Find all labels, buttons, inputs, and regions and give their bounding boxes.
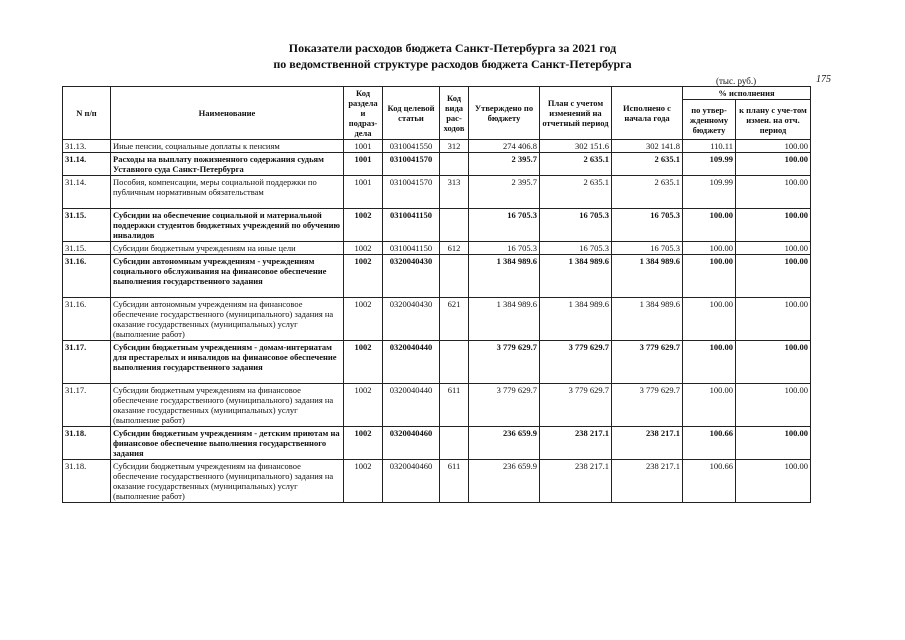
cell-num: 31.18. xyxy=(63,427,111,460)
cell-section-code: 1002 xyxy=(344,341,383,384)
table-row xyxy=(63,427,811,460)
page-number: 175 xyxy=(816,74,831,85)
table-row xyxy=(63,242,811,255)
cell-plan: 238 217.1 xyxy=(540,427,612,460)
col-header-plan: План с учетом изменений на отчетный период xyxy=(540,87,612,140)
cell-kind-code xyxy=(440,341,469,384)
cell-approved: 16 705.3 xyxy=(469,242,540,255)
cell-executed: 238 217.1 xyxy=(612,427,683,460)
cell-name: Иные пенсии, социальные доплаты к пенсиям xyxy=(111,140,344,153)
units-label: (тыс. руб.) xyxy=(716,76,757,86)
cell-kind-code xyxy=(440,255,469,298)
cell-plan: 2 635.1 xyxy=(540,153,612,176)
col-header-executed: Исполнено с начала года xyxy=(612,87,683,140)
cell-kind-code: 313 xyxy=(440,176,469,209)
cell-section-code: 1002 xyxy=(344,384,383,427)
cell-executed: 3 779 629.7 xyxy=(612,384,683,427)
table-row xyxy=(63,140,811,153)
cell-section-code: 1002 xyxy=(344,242,383,255)
table-row xyxy=(63,298,811,341)
cell-approved: 3 779 629.7 xyxy=(469,341,540,384)
cell-num: 31.18. xyxy=(63,460,111,503)
cell-executed: 2 635.1 xyxy=(612,153,683,176)
cell-section-code: 1002 xyxy=(344,298,383,341)
cell-section-code: 1001 xyxy=(344,140,383,153)
cell-name: Пособия, компенсации, меры социальной поддержки по публичным нормативным обязательствам xyxy=(111,176,344,209)
cell-target-code: 0310041550 xyxy=(383,140,440,153)
page-title-line-1: Показатели расходов бюджета Санкт-Петербурга за 2021 год xyxy=(288,41,617,55)
cell-plan: 1 384 989.6 xyxy=(540,255,612,298)
cell-plan: 16 705.3 xyxy=(540,209,612,242)
col-header-target: Код целевой статьи xyxy=(383,87,440,140)
cell-pct-approved: 109.99 xyxy=(683,153,736,176)
cell-target-code: 0310041570 xyxy=(383,176,440,209)
cell-pct-approved: 100.66 xyxy=(683,427,736,460)
cell-approved: 2 395.7 xyxy=(469,153,540,176)
cell-num: 31.14. xyxy=(63,176,111,209)
table-header xyxy=(63,87,811,140)
cell-pct-plan: 100.00 xyxy=(736,153,811,176)
cell-section-code: 1001 xyxy=(344,153,383,176)
cell-pct-plan: 100.00 xyxy=(736,242,811,255)
cell-target-code: 0320040430 xyxy=(383,255,440,298)
cell-section-code: 1001 xyxy=(344,176,383,209)
cell-approved: 1 384 989.6 xyxy=(469,255,540,298)
col-header-pct-approved: по утвер-жденному бюджету xyxy=(683,100,736,140)
cell-target-code: 0320040440 xyxy=(383,341,440,384)
cell-pct-plan: 100.00 xyxy=(736,209,811,242)
cell-pct-approved: 100.00 xyxy=(683,384,736,427)
cell-pct-approved: 100.00 xyxy=(683,209,736,242)
cell-num: 31.15. xyxy=(63,209,111,242)
cell-name: Субсидии бюджетным учреждениям на финансовое обеспечение государственного (муниципального) задания на оказание государственных (муниципальных) услуг (выполнение работ) xyxy=(111,384,344,427)
cell-pct-approved: 100.66 xyxy=(683,460,736,503)
cell-num: 31.14. xyxy=(63,153,111,176)
table-body xyxy=(63,140,811,503)
cell-pct-approved: 109.99 xyxy=(683,176,736,209)
cell-target-code: 0310041570 xyxy=(383,153,440,176)
cell-name: Субсидии на обеспечение социальной и материальной поддержки студентов бюджетных учреждений по обучению инвалидов xyxy=(111,209,344,242)
cell-num: 31.13. xyxy=(63,140,111,153)
cell-executed: 1 384 989.6 xyxy=(612,298,683,341)
cell-executed: 16 705.3 xyxy=(612,242,683,255)
table-row xyxy=(63,176,811,209)
cell-section-code: 1002 xyxy=(344,460,383,503)
col-header-num: N п/п xyxy=(63,87,111,140)
cell-plan: 3 779 629.7 xyxy=(540,341,612,384)
cell-target-code: 0320040430 xyxy=(383,298,440,341)
cell-kind-code xyxy=(440,209,469,242)
cell-kind-code xyxy=(440,427,469,460)
cell-section-code: 1002 xyxy=(344,209,383,242)
cell-pct-plan: 100.00 xyxy=(736,140,811,153)
cell-plan: 2 635.1 xyxy=(540,176,612,209)
cell-pct-approved: 100.00 xyxy=(683,242,736,255)
cell-num: 31.16. xyxy=(63,298,111,341)
cell-approved: 1 384 989.6 xyxy=(469,298,540,341)
cell-target-code: 0320040440 xyxy=(383,384,440,427)
cell-name: Субсидии автономным учреждениям на финансовое обеспечение государственного (муниципального) задания на оказание государственных (муниципальных) услуг (выполнение работ) xyxy=(111,298,344,341)
col-header-kind: Код вида рас-ходов xyxy=(440,87,469,140)
cell-approved: 2 395.7 xyxy=(469,176,540,209)
cell-pct-plan: 100.00 xyxy=(736,341,811,384)
cell-name: Расходы на выплату пожизненного содержания судьям Уставного суда Санкт-Петербурга xyxy=(111,153,344,176)
col-header-pct-group: % исполнения xyxy=(683,87,811,100)
cell-target-code: 0310041150 xyxy=(383,242,440,255)
cell-plan: 238 217.1 xyxy=(540,460,612,503)
page-title-line-2: по ведомственной структуре расходов бюджета Санкт-Петербурга xyxy=(273,57,632,71)
cell-section-code: 1002 xyxy=(344,255,383,298)
cell-target-code: 0320040460 xyxy=(383,460,440,503)
cell-section-code: 1002 xyxy=(344,427,383,460)
col-header-name: Наименование xyxy=(111,87,344,140)
cell-pct-plan: 100.00 xyxy=(736,427,811,460)
cell-pct-plan: 100.00 xyxy=(736,460,811,503)
cell-kind-code: 312 xyxy=(440,140,469,153)
cell-approved: 3 779 629.7 xyxy=(469,384,540,427)
cell-kind-code: 621 xyxy=(440,298,469,341)
cell-pct-plan: 100.00 xyxy=(736,255,811,298)
cell-num: 31.17. xyxy=(63,341,111,384)
col-header-section: Код раздела и подраз-дела xyxy=(344,87,383,140)
cell-approved: 274 406.8 xyxy=(469,140,540,153)
cell-name: Субсидии бюджетным учреждениям на иные цели xyxy=(111,242,344,255)
table-row xyxy=(63,153,811,176)
cell-plan: 16 705.3 xyxy=(540,242,612,255)
cell-approved: 236 659.9 xyxy=(469,427,540,460)
table-row xyxy=(63,255,811,298)
table-row xyxy=(63,341,811,384)
cell-approved: 236 659.9 xyxy=(469,460,540,503)
table-row xyxy=(63,460,811,503)
cell-name: Субсидии бюджетным учреждениям - домам-интернатам для престарелых и инвалидов на финансовое обеспечение выполнения государственного задания xyxy=(111,341,344,384)
cell-pct-approved: 100.00 xyxy=(683,341,736,384)
cell-pct-plan: 100.00 xyxy=(736,176,811,209)
cell-num: 31.16. xyxy=(63,255,111,298)
col-header-pct-plan: к плану с уче-том измен. на отч. период xyxy=(736,100,811,140)
cell-kind-code xyxy=(440,153,469,176)
cell-plan: 3 779 629.7 xyxy=(540,384,612,427)
cell-kind-code: 612 xyxy=(440,242,469,255)
cell-kind-code: 611 xyxy=(440,384,469,427)
cell-name: Субсидии автономным учреждениям - учреждениям социального обслуживания на финансовое обеспечение выполнения государственного задания xyxy=(111,255,344,298)
cell-pct-approved: 110.11 xyxy=(683,140,736,153)
cell-num: 31.15. xyxy=(63,242,111,255)
table-row xyxy=(63,384,811,427)
col-header-approved: Утверждено по бюджету xyxy=(469,87,540,140)
cell-kind-code: 611 xyxy=(440,460,469,503)
cell-executed: 1 384 989.6 xyxy=(612,255,683,298)
cell-executed: 16 705.3 xyxy=(612,209,683,242)
cell-num: 31.17. xyxy=(63,384,111,427)
cell-pct-approved: 100.00 xyxy=(683,255,736,298)
cell-target-code: 0310041150 xyxy=(383,209,440,242)
cell-executed: 3 779 629.7 xyxy=(612,341,683,384)
cell-name: Субсидии бюджетным учреждениям на финансовое обеспечение государственного (муниципального) задания на оказание государственных (муниципальных) услуг (выполнение работ) xyxy=(111,460,344,503)
cell-pct-plan: 100.00 xyxy=(736,384,811,427)
cell-name: Субсидии бюджетным учреждениям - детским приютам на финансовое обеспечение выполнения государственного задания xyxy=(111,427,344,460)
cell-executed: 238 217.1 xyxy=(612,460,683,503)
cell-plan: 302 151.6 xyxy=(540,140,612,153)
cell-pct-approved: 100.00 xyxy=(683,298,736,341)
cell-executed: 302 141.8 xyxy=(612,140,683,153)
cell-plan: 1 384 989.6 xyxy=(540,298,612,341)
cell-executed: 2 635.1 xyxy=(612,176,683,209)
table-row xyxy=(63,209,811,242)
budget-table xyxy=(62,86,811,503)
cell-pct-plan: 100.00 xyxy=(736,298,811,341)
cell-target-code: 0320040460 xyxy=(383,427,440,460)
cell-approved: 16 705.3 xyxy=(469,209,540,242)
